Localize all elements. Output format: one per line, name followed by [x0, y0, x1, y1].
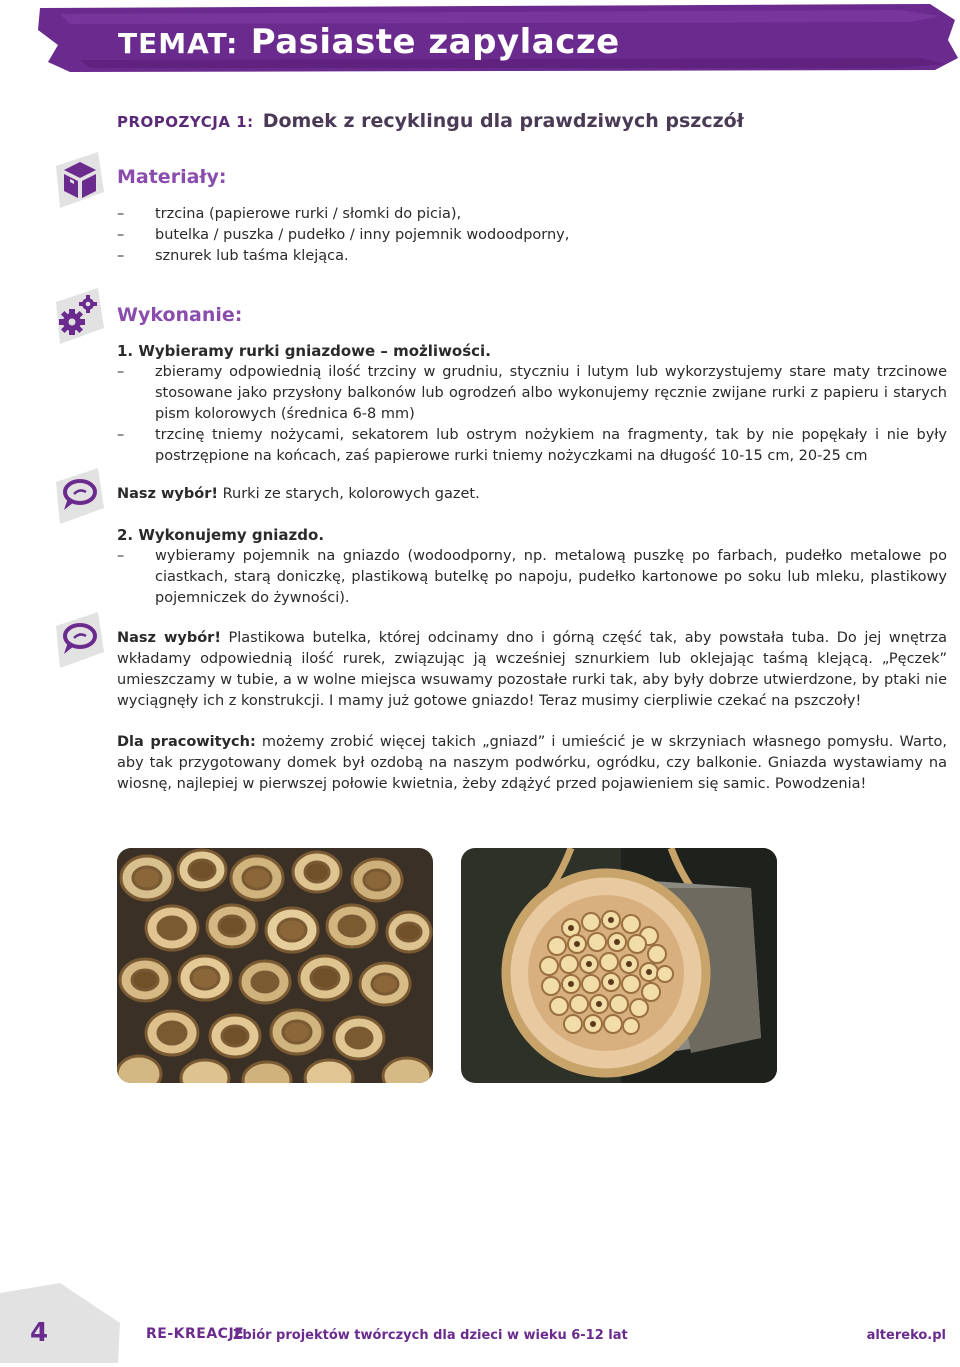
footer	[0, 1283, 960, 1363]
footer-brush-background	[0, 1283, 960, 1363]
materials-heading: Materiały:	[117, 166, 227, 188]
list-item: – wybieramy pojemnik na gniazdo (wodoodporny, np. metalową puszkę po farbach, pudełko metalowe po ciastkach, starą doniczkę, plastikową butelkę po napoju, pudełko kartonowe po soku lub mleku, plastikowy pojemniczek do żywności).	[117, 546, 947, 609]
proposal-label: PROPOZYCJA 1:	[117, 113, 254, 131]
choice-2-label: Nasz wybór!	[117, 630, 221, 646]
website-link[interactable]: altereko.pl	[866, 1328, 946, 1343]
brand-name: RE-KREACJE	[146, 1326, 245, 1342]
materials-list	[117, 204, 917, 267]
execution-heading: Wykonanie:	[117, 304, 243, 326]
step-1-list	[117, 362, 947, 467]
list-item: – butelka / puszka / pudełko / inny pojemnik wodoodporny,	[117, 225, 917, 246]
choice-1-text: Rurki ze starych, kolorowych gazet.	[218, 486, 480, 502]
list-item: – sznurek lub taśma klejąca.	[117, 246, 917, 267]
step-2-list	[117, 546, 947, 609]
choice-1-paragraph	[117, 484, 947, 505]
choice-2-paragraph	[117, 628, 947, 712]
step-2-title: 2. Wykonujemy gniazdo.	[117, 526, 325, 544]
reed-tubes-photo	[117, 848, 433, 1083]
box-icon	[50, 148, 106, 212]
hardworking-label: Dla pracowitych:	[117, 734, 256, 750]
step-1-title: 1. Wybieramy rurki gniazdowe – możliwości.	[117, 342, 491, 360]
hardworking-text: możemy zrobić więcej takich „gniazd” i umieścić je w skrzyniach własnego pomysłu. Warto, aby tak przygotowany domek był ozdobą na naszym podwórku, ogródku, czy balkonie. Gniazda wystawiamy na wiosnę, najlepiej w pierwszej połowie kwietnia, żeby zdążyć przed pojawieniem się samic. Powodzenia!	[117, 734, 947, 792]
proposal-heading	[117, 110, 744, 132]
footer-subtitle: Zbiór projektów twórczych dla dzieci w wieku 6-12 lat	[233, 1328, 628, 1343]
list-item: – trzcina (papierowe rurki / słomki do picia),	[117, 204, 917, 225]
choice-2-text: Plastikowa butelka, której odcinamy dno i górną część tak, aby powstała tuba. Do jej wnętrza wkładamy odpowiednią ilość rurek, związując ją wcześniej sznurkiem lub oklejając taśmą klejącą. „Pęczek” umieszczamy w tubie, a w wolne miejsca wsuwamy pozostałe rurki tak, aby były dobrze utwierdzone, by ptaki nie wyciągnęły ich z konstrukcji. I mamy już gotowe gniazdo! Teraz musimy cierpliwie czekać na pszczoły!	[117, 630, 948, 709]
page-number: 4	[30, 1318, 49, 1348]
hardworking-paragraph	[117, 732, 947, 795]
list-item: – trzcinę tniemy nożycami, sekatorem lub ostrym nożykiem na fragmenty, tak by nie popękały i nie były postrzępione na końcach, zaś papierowe rurki tniemy nożyczkami na długość 10-15 cm, 20-25 cm	[117, 425, 947, 467]
proposal-title: Domek z recyklingu dla prawdziwych pszczół	[262, 110, 744, 132]
topic-title	[118, 22, 620, 62]
topic-title-text: Pasiaste zapylacze	[250, 22, 620, 62]
gears-icon	[50, 284, 106, 348]
lightbulb-icon	[50, 608, 106, 672]
topic-label: TEMAT:	[118, 27, 239, 60]
header-banner	[0, 0, 960, 90]
bee-hotel-photo	[461, 848, 777, 1083]
list-item: – zbieramy odpowiednią ilość trzciny w grudniu, styczniu i lutym lub wykorzystujemy stare maty trzcinowe stosowane jako przysłony balkonów lub ogrodzeń albo wykonujemy ręcznie zwijane rurki z papieru i starych pism kolorowych (średnica 6-8 mm)	[117, 362, 947, 425]
lightbulb-icon	[50, 464, 106, 528]
choice-1-label: Nasz wybór!	[117, 486, 218, 502]
